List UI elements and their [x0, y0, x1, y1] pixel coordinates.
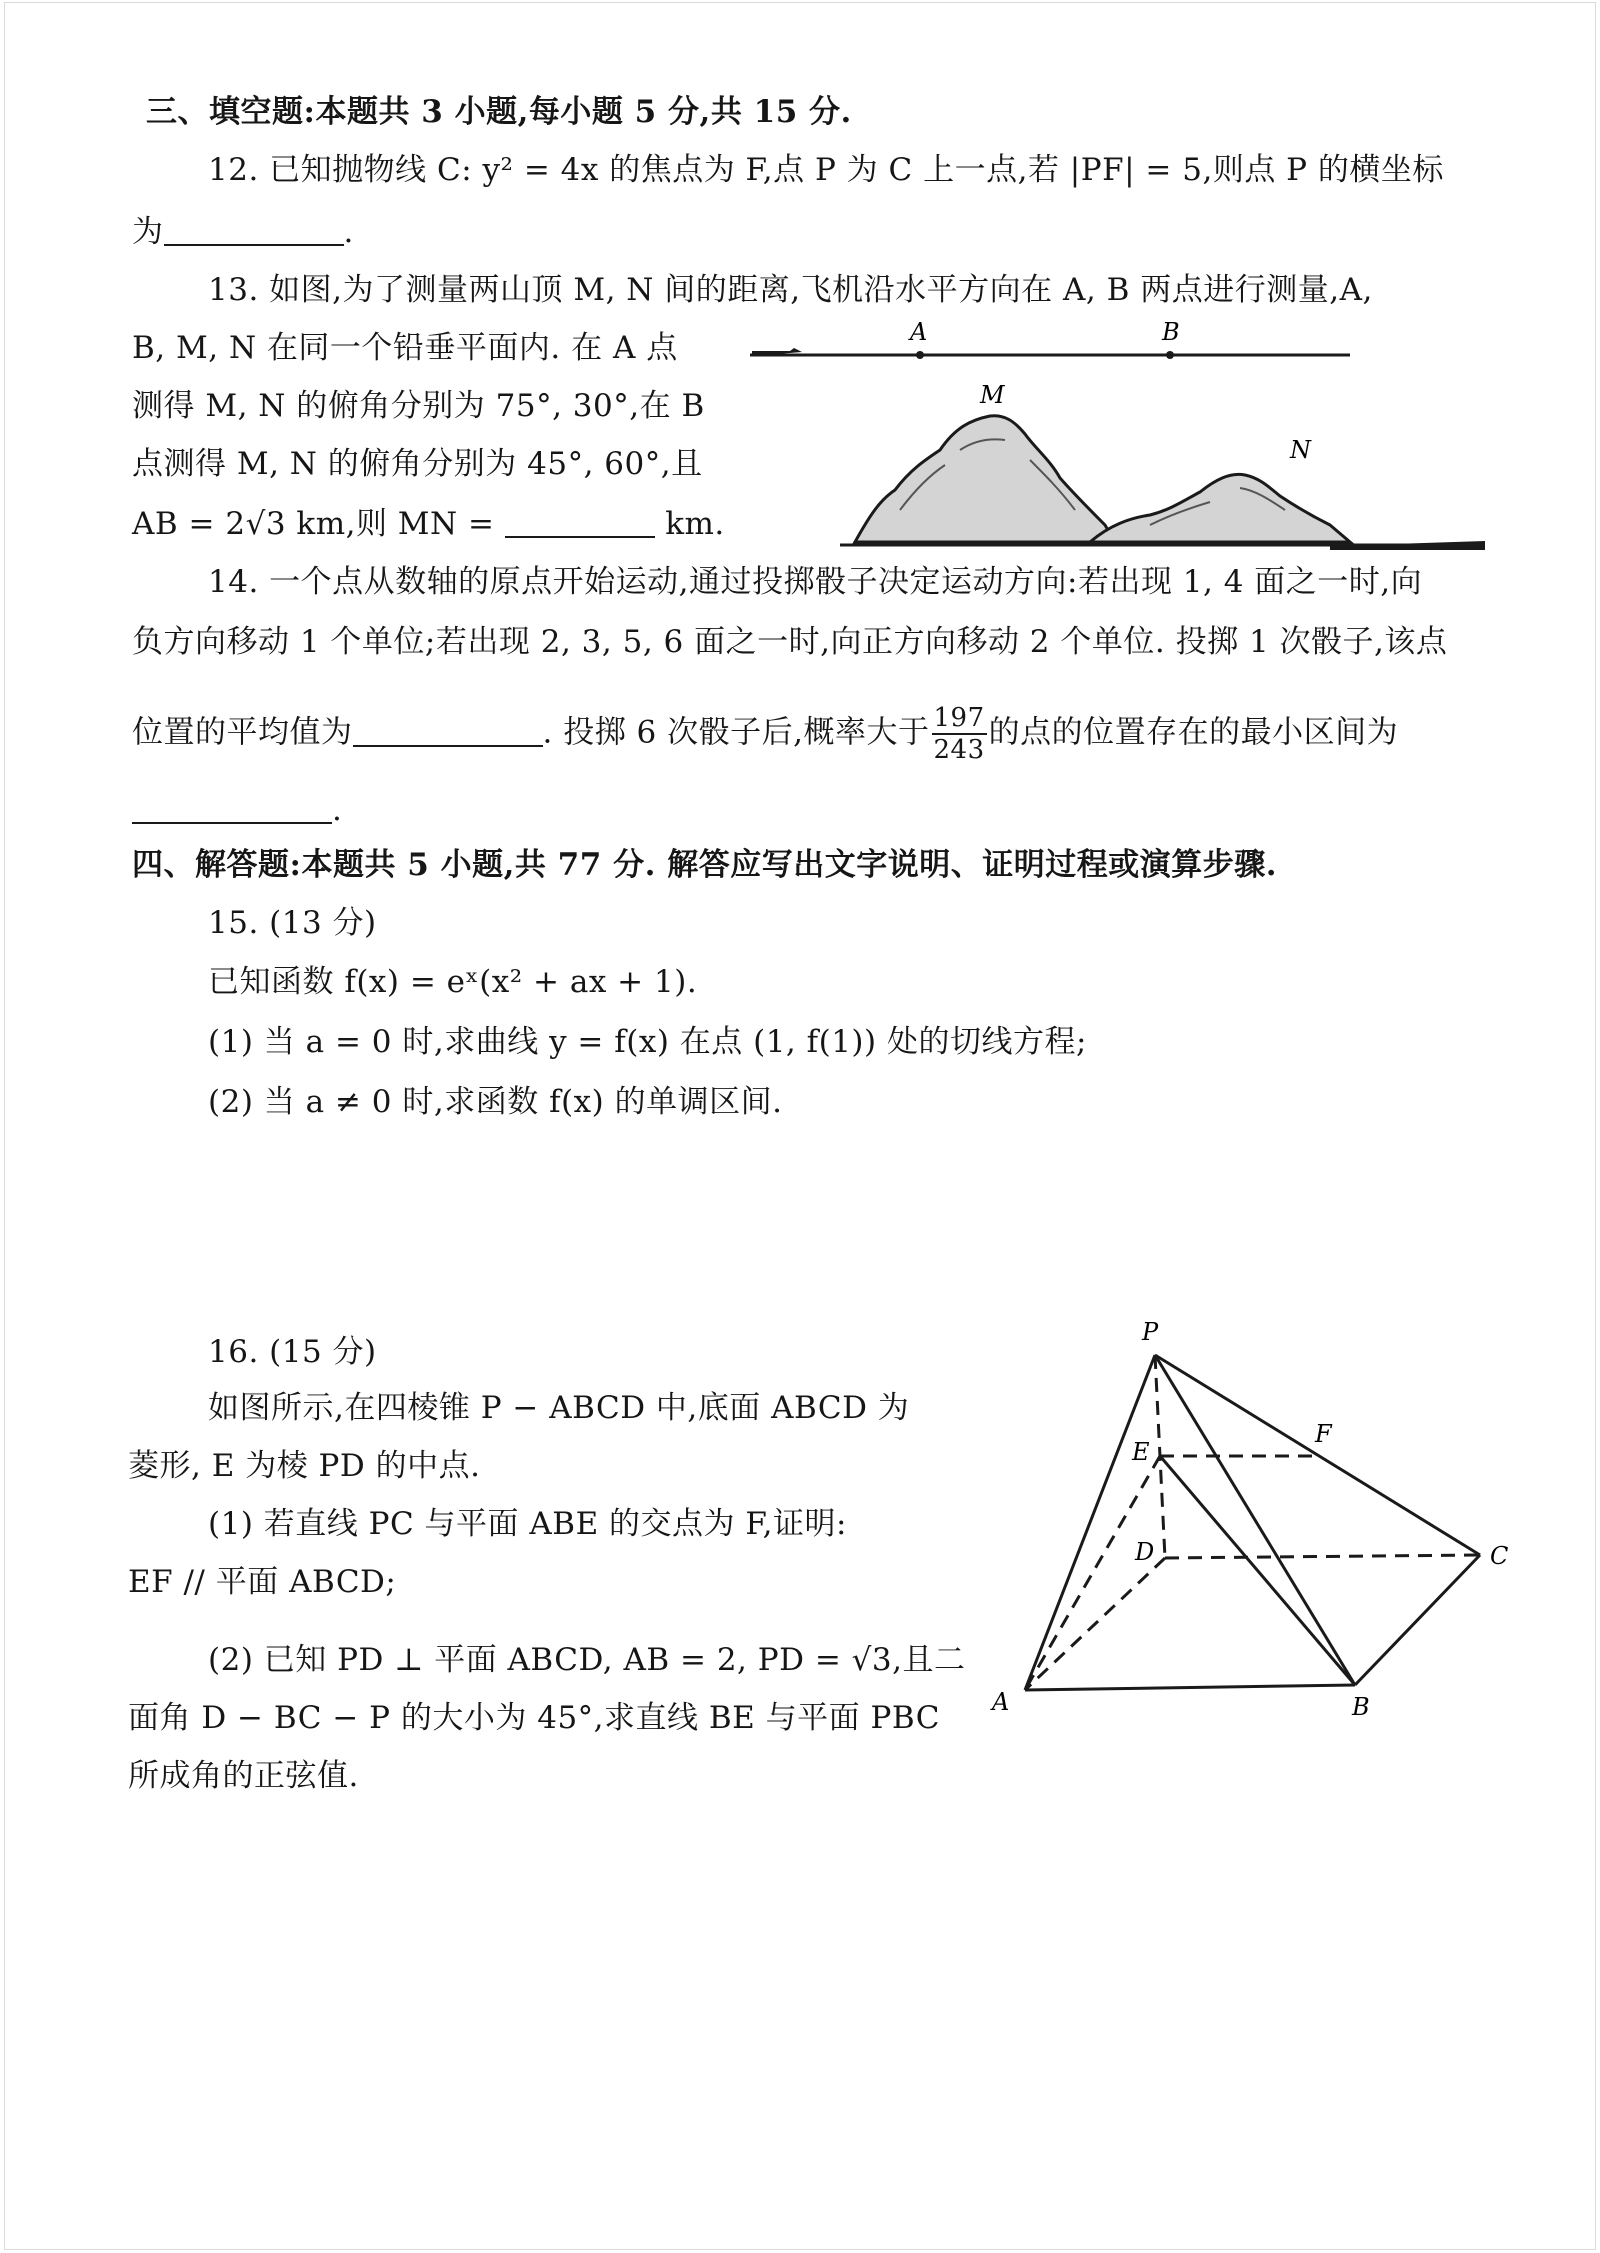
- pyramid-solid-edges: [1025, 1355, 1480, 1690]
- label-p: P: [1142, 1318, 1159, 1346]
- q13-line5: [132, 504, 725, 544]
- q13-line2: B, M, N 在同一个铅垂平面内. 在 A 点: [132, 330, 678, 366]
- label-e: E: [1132, 1438, 1150, 1466]
- q16-line4: EF // 平面 ABCD;: [128, 1564, 397, 1600]
- point-b-marker: [1166, 351, 1174, 359]
- q16-line3: (1) 若直线 PC 与平面 ABE 的交点为 F,证明:: [208, 1506, 847, 1542]
- mountain-n: [1090, 474, 1350, 542]
- q15-title: 15. (13 分): [208, 905, 377, 941]
- q13-mountains: [840, 381, 1485, 550]
- q12-line2: [132, 212, 354, 252]
- q13-flight-line: [750, 318, 1350, 359]
- q16-line2: 菱形, E 为棱 PD 的中点.: [128, 1448, 481, 1484]
- pyramid-dashed-edges: [1025, 1355, 1480, 1690]
- q14-line3-prefix: 位置的平均值为: [132, 714, 353, 751]
- label-n: N: [1290, 436, 1311, 464]
- q14-fraction-denominator: 243: [933, 735, 985, 765]
- q13-line5-prefix: AB = 2√3 km,则 MN =: [132, 506, 495, 542]
- q14-fraction-numerator: 197: [933, 703, 985, 733]
- q15-stem: 已知函数 f(x) = eˣ(x² + ax + 1).: [208, 964, 698, 1000]
- q15-part1: (1) 当 a = 0 时,求曲线 y = f(x) 在点 (1, f(1)) 处的切线方程;: [208, 1024, 1087, 1060]
- label-a16: A: [992, 1688, 1010, 1716]
- q16-line5: (2) 已知 PD ⊥ 平面 ABCD, AB = 2, PD = √3,且二: [208, 1642, 966, 1678]
- q14-line4: [132, 790, 342, 830]
- q13-line4: 点测得 M, N 的俯角分别为 45°, 60°,且: [132, 446, 703, 482]
- q13-line1: 13. 如图,为了测量两山顶 M, N 间的距离,飞机沿水平方向在 A, B 两点进行测量,A,: [208, 272, 1373, 308]
- label-m: M: [980, 381, 1005, 409]
- q12-line2-prefix: 为: [132, 214, 164, 250]
- q13-figure: [730, 310, 1500, 570]
- q16-title: 16. (15 分): [208, 1334, 377, 1370]
- edge-eb: [1160, 1456, 1355, 1685]
- q16-line6: 面角 D − BC − P 的大小为 45°,求直线 BE 与平面 PBC: [128, 1700, 940, 1736]
- q14-answer-blank-2[interactable]: [132, 792, 332, 824]
- label-d: D: [1135, 1538, 1155, 1566]
- q12-answer-blank[interactable]: [164, 214, 344, 246]
- mountain-m: [855, 416, 1115, 542]
- label-f: F: [1315, 1420, 1332, 1448]
- q14-line3-suffix: 的点的位置存在的最小区间为: [988, 714, 1399, 751]
- q13-line3: 测得 M, N 的俯角分别为 75°, 30°,在 B: [132, 388, 705, 424]
- q14-answer-blank-1[interactable]: [353, 715, 543, 747]
- q14-line1: 14. 一个点从数轴的原点开始运动,通过投掷骰子决定运动方向:若出现 1, 4 面之一时,向: [208, 564, 1423, 600]
- q13-line5-suffix: km.: [665, 506, 725, 542]
- point-a-marker: [916, 351, 924, 359]
- q14-line4-suffix: .: [332, 792, 343, 828]
- q14-line2: 负方向移动 1 个单位;若出现 2, 3, 5, 6 面之一时,向正方向移动 2 个单位. 投掷 1 次骰子,该点: [132, 624, 1448, 660]
- label-b16: B: [1352, 1693, 1370, 1721]
- q13-answer-blank[interactable]: [505, 506, 655, 538]
- section3-heading: 三、填空题:本题共 3 小题,每小题 5 分,共 15 分.: [146, 94, 852, 130]
- label-c: C: [1490, 1542, 1509, 1570]
- q15-part2: (2) 当 a ≠ 0 时,求函数 f(x) 的单调区间.: [208, 1084, 783, 1120]
- q12-line1: 12. 已知抛物线 C: y² = 4x 的焦点为 F,点 P 为 C 上一点,若 |PF| = 5,则点 P 的横坐标: [208, 152, 1444, 188]
- q16-line7: 所成角的正弦值.: [128, 1758, 359, 1794]
- q14-line3-mid: . 投掷 6 次骰子后,概率大于: [542, 714, 930, 751]
- q12-line2-suffix: .: [343, 214, 354, 250]
- q14-line3: [132, 703, 1398, 765]
- q16-line1: 如图所示,在四棱锥 P − ABCD 中,底面 ABCD 为: [208, 1390, 910, 1426]
- label-a: A: [910, 318, 928, 346]
- q16-pyramid-figure: [990, 1310, 1530, 1730]
- label-b: B: [1162, 318, 1180, 346]
- section4-heading: 四、解答题:本题共 5 小题,共 77 分. 解答应写出文字说明、证明过程或演算步骤.: [132, 847, 1277, 883]
- q14-fraction: [932, 703, 987, 765]
